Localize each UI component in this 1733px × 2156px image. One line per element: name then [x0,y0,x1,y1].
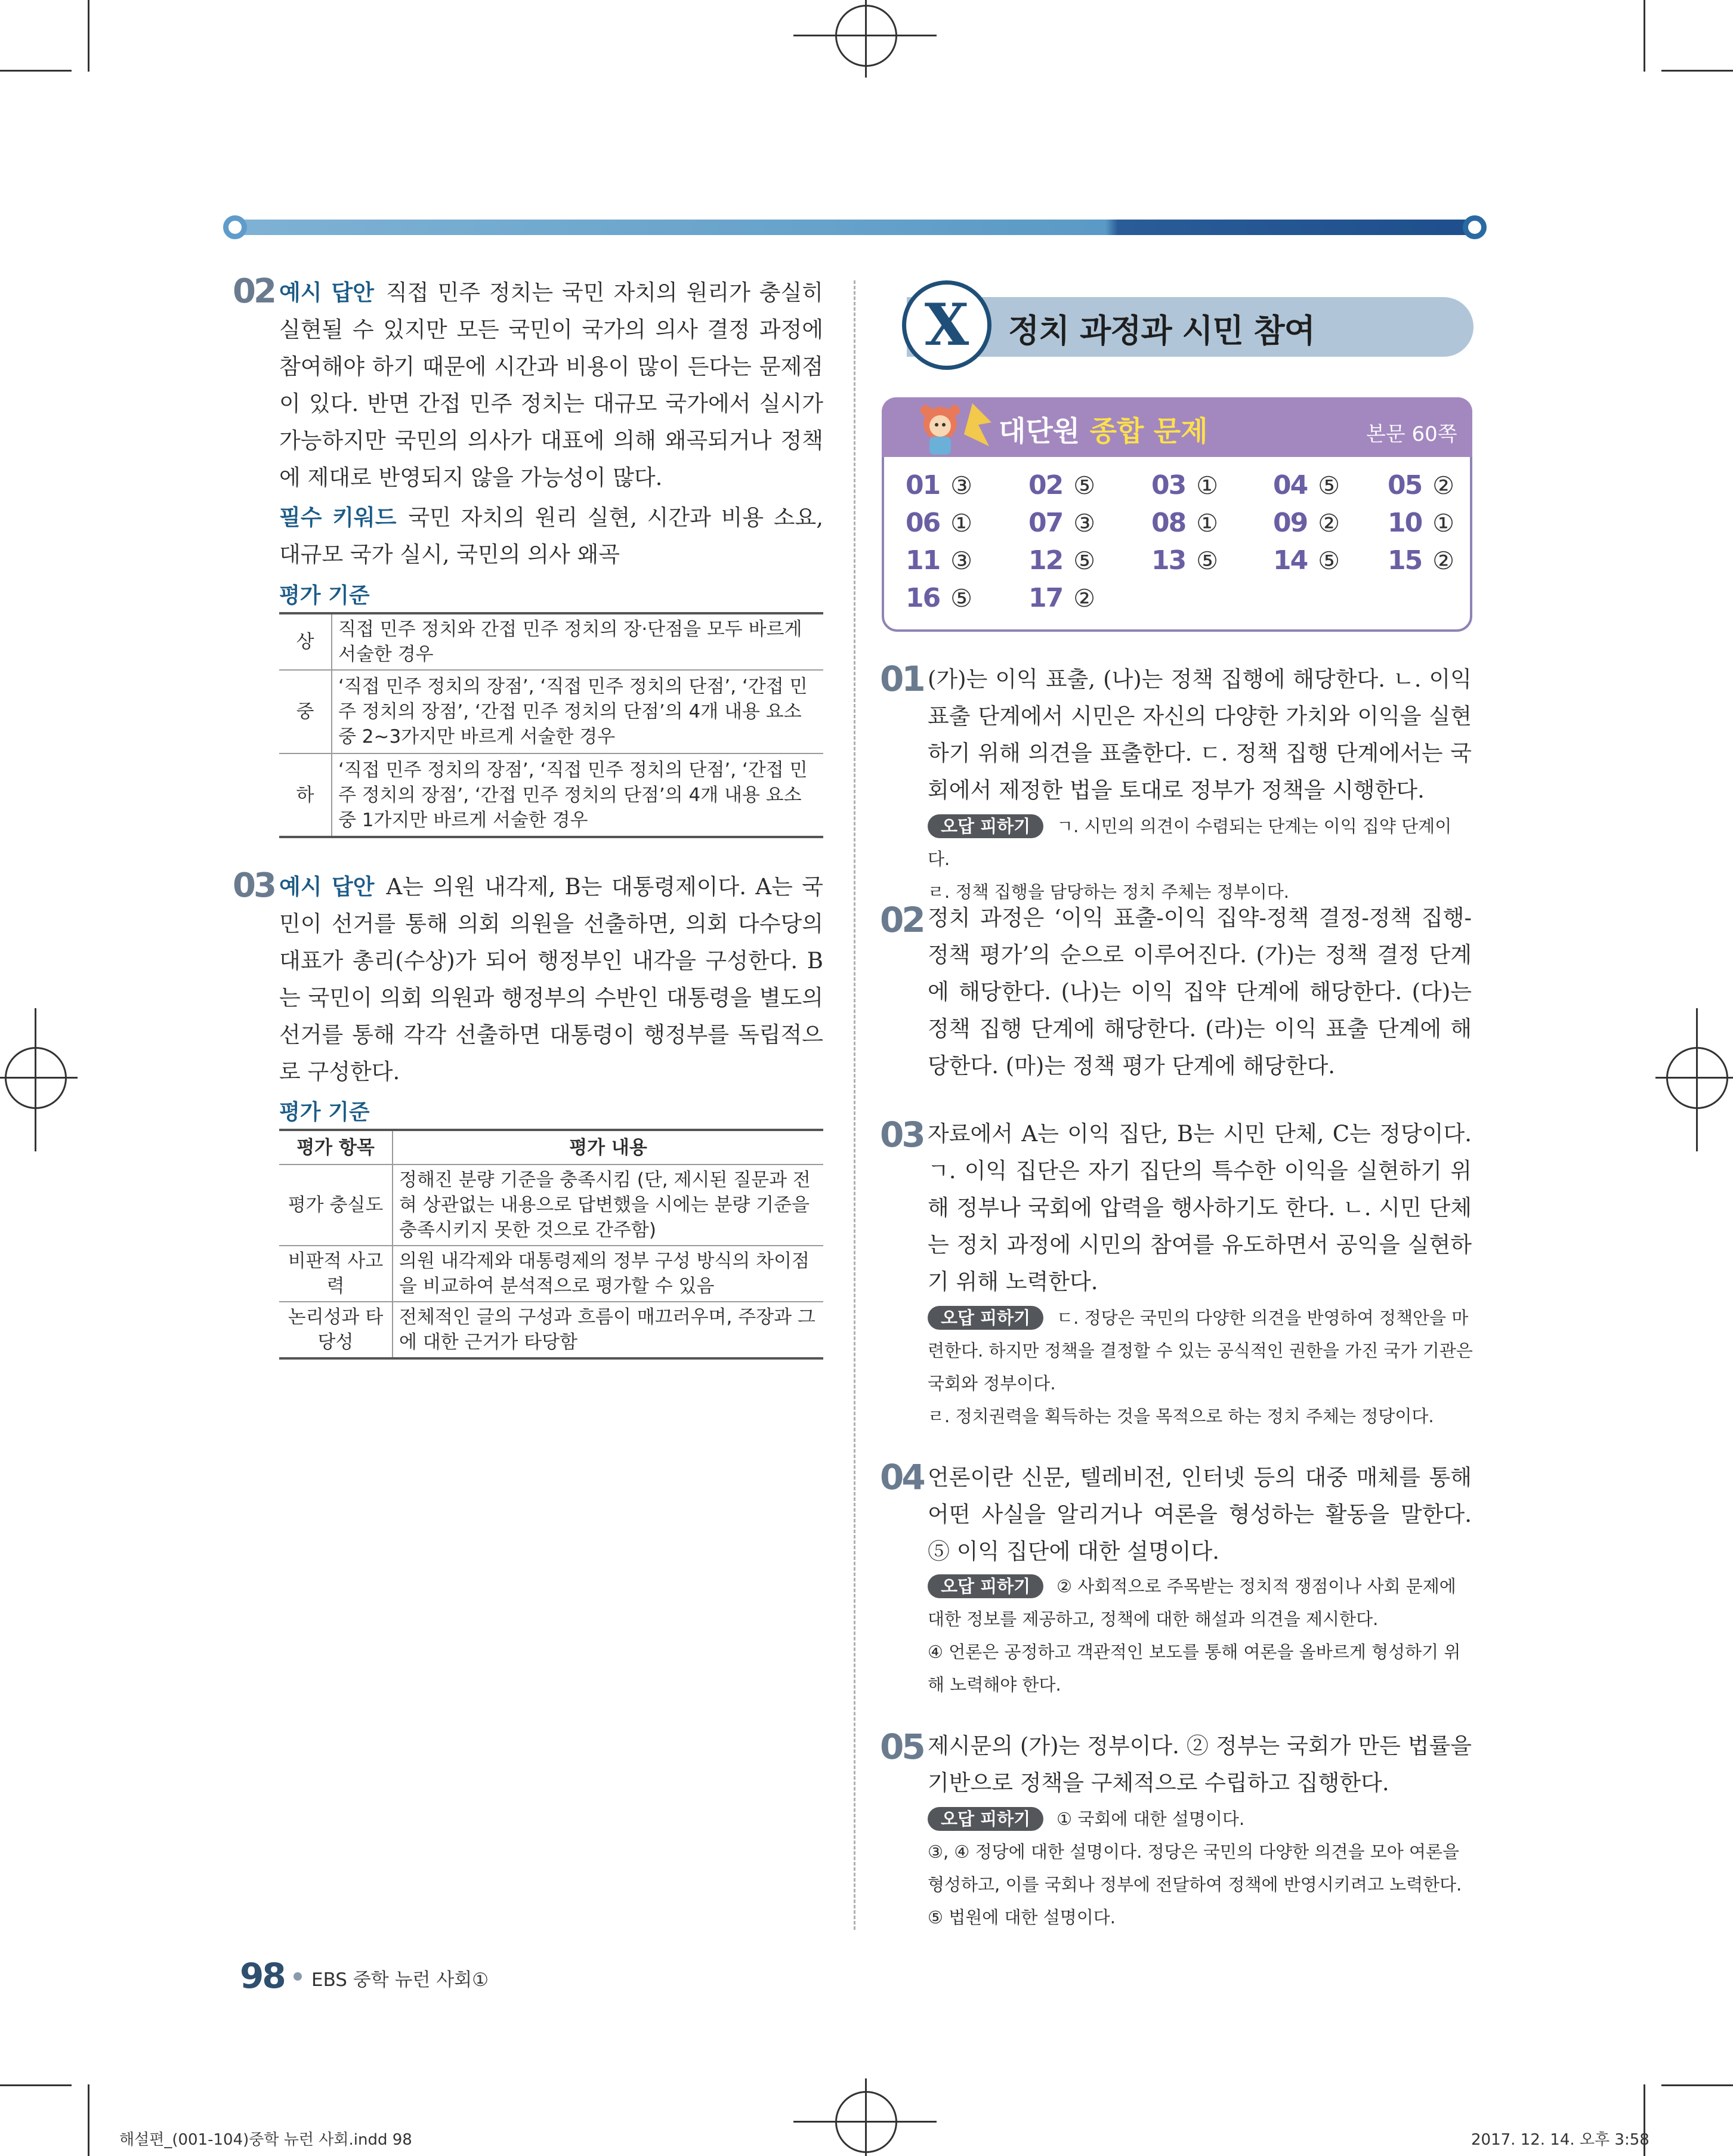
keyword-label: 필수 키워드 [279,505,397,530]
print-slug-file: 해설편_(001-104)중학 뉴런 사회.indd 98 [119,2131,412,2149]
crop-mark [1661,70,1733,72]
explanation-text: 언론이란 신문, 텔레비전, 인터넷 등의 대중 매체를 통해 어떤 사실을 알리거나 여론을 형성하는 활동을 말한다. ⑤ 이익 집단에 대한 설명이다. [928,1465,1472,1564]
bullet-icon [294,1972,302,1981]
answer-key-choice: ① [950,509,972,538]
answer-key-choice: ① [1196,471,1218,500]
answer-paragraph [279,869,823,1091]
explanation-number: 02 [880,900,923,940]
answer-key-number: 13 [1151,545,1186,576]
mascot-icon [902,399,997,456]
crop-mark [88,2084,89,2156]
answer-key-number: 04 [1273,470,1308,501]
tip-note [928,810,1473,909]
answer-key-number: 17 [1028,583,1063,613]
answer-key-number: 11 [906,545,940,576]
crop-mark [0,70,72,72]
tip-text: ㄷ. 정당은 국민의 다양한 의견을 반영하여 정책안을 마련한다. 하지만 정책을 결정할 수 있는 공식적인 권한을 가진 국가 기관은 국회와 정부이다. [928,1308,1473,1394]
answer-key-choice: ② [1432,546,1454,575]
answer-key-item [906,470,972,501]
explanation-text: 자료에서 A는 이익 집단, B는 시민 단체, C는 정당이다. ㄱ. 이익 집단은 자기 집단의 특수한 이익을 실현하기 위해 정부나 국회에 압력을 행사하기도 한다. ㄴ. 시민 단체는 정치 과정에 시민의 참여를 유도하면서 공익을 실현하기 위해 노력한다. [928,1121,1472,1295]
registration-mark [1696,1008,1698,1151]
answer-key-item [1028,545,1095,576]
criteria-item: 논리성과 타당성 [279,1302,393,1358]
rubric-desc: ‘직접 민주 정치의 장점’, ‘직접 민주 정치의 단점’, ‘간접 민주 정치의 장점’, ‘간접 민주 정치의 단점’의 4개 내용 요소 중 1가지만 바르게 서술한 경우 [332,753,823,837]
rubric-level: 중 [279,670,332,753]
explanation-number: 05 [880,1726,923,1767]
answer-key-item [906,545,972,576]
registration-mark [0,1077,78,1079]
answer-key-choice: ⑤ [1318,471,1340,500]
criteria-content: 정해진 분량 기준을 충족시킴 (단, 제시된 질문과 전혀 상관없는 내용으로 답변했을 시에는 분량 기준을 충족시키지 못한 것으로 간주함) [393,1165,823,1246]
answer-key-number: 12 [1028,545,1063,576]
answer-key-number: 16 [906,583,940,613]
answer-key-item [1028,508,1095,538]
question-number: 03 [233,866,274,905]
answer-key-number: 09 [1273,508,1308,538]
table-row [279,613,823,670]
table-row [279,1165,823,1246]
answer-key-choice: ② [1432,471,1454,500]
answer-key-number: 02 [1028,470,1063,501]
rubric-table [279,612,823,838]
answer-key-number: 01 [906,470,940,501]
answer-key-number: 06 [906,508,940,538]
keyword-text: 국민 자치의 원리 실현, 시간과 비용 소요, 대규모 국가 실시, 국민의 의사 왜곡 [279,505,823,567]
page-number: 98 [240,1956,285,1996]
registration-mark [865,2078,867,2156]
crop-mark [88,0,89,72]
column-divider [854,280,855,1930]
header-bar [233,220,1479,235]
criteria-content: 전체적인 글의 구성과 흐름이 매끄러우며, 주장과 그에 대한 근거가 타당함 [393,1302,823,1358]
answer-key-choice: ⑤ [950,584,972,613]
registration-mark [793,2121,937,2123]
criteria-item: 평가 충실도 [279,1165,393,1246]
tip-badge: 오답 피하기 [928,1574,1043,1598]
criteria-content: 의원 내각제와 대통령제의 정부 구성 방식의 차이점을 비교하여 분석적으로 평가할 수 있음 [393,1246,823,1302]
tip-note [928,1302,1473,1433]
registration-mark [793,35,937,36]
answer-key-item [1151,508,1218,538]
answer-key-item [1273,508,1340,538]
answer-key-title [999,409,1208,449]
explanation-text: (가)는 이익 표출, (나)는 정책 집행에 해당한다. ㄴ. 이익 표출 단계에서 시민은 자신의 다양한 가치와 이익을 실현하기 위해 의견을 표출한다. ㄷ. 정책 집행 단계에서는 국회에서 제정한 법을 토대로 정부가 정책을 시행한다. [928,666,1472,803]
answer-key-choice: ③ [1073,509,1095,538]
tip-badge: 오답 피하기 [928,1807,1043,1831]
answer-key-choice: ③ [950,546,972,575]
answer-key-page: 본문 60쪽 [1366,422,1457,446]
answer-key-number: 03 [1151,470,1186,501]
tip-note [928,1803,1473,1934]
answer-key-number: 07 [1028,508,1063,538]
rubric-level: 하 [279,753,332,837]
answer-key-item [1028,583,1095,613]
answer-key-item [906,583,972,613]
answer-key-item [1388,508,1454,538]
registration-mark [35,1008,36,1151]
answer-key-choice: ⑤ [1318,546,1340,575]
answer-key-item [906,508,972,538]
tip-text: ③, ④ 정당에 대한 설명이다. 정당은 국민의 다양한 의견을 모아 여론을 형성하고, 이를 국회나 정부에 전달하여 정책에 반영시키려고 노력한다. [928,1842,1462,1895]
table-header-row [279,1130,823,1165]
answer-key-choice: ① [1432,509,1454,538]
crop-mark [0,2084,72,2086]
table-row [279,753,823,837]
criteria-item: 비판적 사고력 [279,1246,393,1302]
answer-key-number: 10 [1388,508,1422,538]
answer-key-item [1388,470,1454,501]
column-header: 평가 내용 [393,1130,823,1165]
table-row [279,1246,823,1302]
crop-mark [1661,2084,1733,2086]
explanation-text: 정치 과정은 ‘이익 표출-이익 집약-정책 결정-정책 집행-정책 평가’의 순으로 이루어진다. (가)는 정책 결정 단계에 해당한다. (나)는 이익 집약 단계에 해당한다. (다)는 정책 집행 단계에 해당한다. (라)는 이익 표출 단계에 해당한다. (마)는 정책 평가 단계에 해당한다. [928,905,1472,1079]
explanation-number: 04 [880,1457,923,1497]
table-row [279,1302,823,1358]
keyword-paragraph [279,499,823,573]
answer-key-title-b: 종합 문제 [1089,415,1208,448]
answer-key-number: 08 [1151,508,1186,538]
tip-badge: 오답 피하기 [928,814,1043,838]
print-slug-date: 2017. 12. 14. 오후 3:58 [1471,2131,1649,2149]
answer-key-choice: ⑤ [1073,471,1095,500]
chapter-title: 정치 과정과 시민 참여 [1008,312,1315,350]
rubric-level: 상 [279,613,332,670]
tip-note [928,1570,1473,1701]
answer-key-choice: ② [1073,584,1095,613]
question-number: 02 [233,272,274,311]
explanation-text: 제시문의 (가)는 정부이다. ② 정부는 국회가 만든 법률을 기반으로 정책을 구체적으로 수립하고 집행한다. [928,1733,1472,1796]
tip-badge: 오답 피하기 [928,1306,1043,1330]
explanation-number: 03 [880,1114,923,1155]
answer-key-item [1388,545,1454,576]
answer-paragraph [279,274,823,496]
answer-label: 예시 답안 [279,280,375,305]
criteria-table [279,1129,823,1360]
answer-text: A는 의원 내각제, B는 대통령제이다. A는 국민이 선거를 통해 의회 의원을 선출하면, 의회 다수당의 대표가 총리(수상)가 되어 행정부인 내각을 구성한다. B는 국민이 의회 의원과 행정부의 수반인 대통령을 별도의 선거를 통해 각각 선출하면 대통령이 행정부를 독립적으로 구성한다. [279,874,823,1085]
tip-text: ② 사회적으로 주목받는 정치적 쟁점이나 사회 문제에 대한 정보를 제공하고, 정책에 대한 해설과 의견을 제시한다. [928,1576,1456,1629]
table-row [279,670,823,753]
explanation-number: 01 [880,659,923,699]
answer-text: 직접 민주 정치는 국민 자치의 원리가 충실히 실현될 수 있지만 모든 국민이 국가의 의사 결정 과정에 참여해야 하기 때문에 시간과 비용이 많이 든다는 문제점이 있다. 반면 간접 민주 정치는 대규모 국가에서 실시가 가능하지만 국민의 의사가 대표에 의해 왜곡되거나 정책에 제대로 반영되지 않을 가능성이 많다. [279,280,823,490]
answer-key-choice: ⑤ [1196,546,1218,575]
column-header: 평가 항목 [279,1130,393,1165]
criteria-heading: 평가 기준 [279,1100,370,1125]
chapter-mark: X [924,291,969,359]
answer-key-item [1273,545,1340,576]
answer-key-number: 05 [1388,470,1422,501]
tip-text: ④ 언론은 공정하고 객관적인 보도를 통해 여론을 올바르게 형성하기 위해 노력해야 한다. [928,1642,1461,1695]
answer-key-choice: ⑤ [1073,546,1095,575]
criteria-heading: 평가 기준 [279,583,370,608]
book-title: EBS 중학 뉴런 사회① [311,1969,489,1991]
header-bar-endcap [1463,215,1487,239]
answer-key-number: 15 [1388,545,1422,576]
tip-text: ㄹ. 정책 집행을 담당하는 정치 주체는 정부이다. [928,882,1290,902]
answer-label: 예시 답안 [279,874,375,900]
answer-key-item [1028,470,1095,501]
tip-text: ㄱ. 시민의 의견이 수렴되는 단계는 이익 집약 단계이다. [928,816,1452,869]
registration-mark [1655,1077,1733,1079]
rubric-desc: ‘직접 민주 정치의 장점’, ‘직접 민주 정치의 단점’, ‘간접 민주 정치의 장점’, ‘간접 민주 정치의 단점’의 4개 내용 요소 중 2~3가지만 바르게 서술한 경우 [332,670,823,753]
answer-key-item [1151,470,1218,501]
answer-key-choice: ② [1318,509,1340,538]
tip-text: ⑤ 법원에 대한 설명이다. [928,1907,1116,1928]
answer-key-number: 14 [1273,545,1308,576]
answer-key-title-a: 대단원 [999,415,1080,448]
answer-key-choice: ① [1196,509,1218,538]
tip-text: ㄹ. 정치권력을 획득하는 것을 목적으로 하는 정치 주체는 정당이다. [928,1406,1434,1426]
answer-key-choice: ③ [950,471,972,500]
answer-key-item [1273,470,1340,501]
header-bar-endcap [223,215,247,239]
crop-mark [1644,0,1645,72]
registration-mark [865,0,867,78]
tip-text: ① 국회에 대한 설명이다. [1057,1809,1245,1829]
answer-key-item [1151,545,1218,576]
rubric-desc: 직접 민주 정치와 간접 민주 정치의 장·단점을 모두 바르게 서술한 경우 [332,613,823,670]
